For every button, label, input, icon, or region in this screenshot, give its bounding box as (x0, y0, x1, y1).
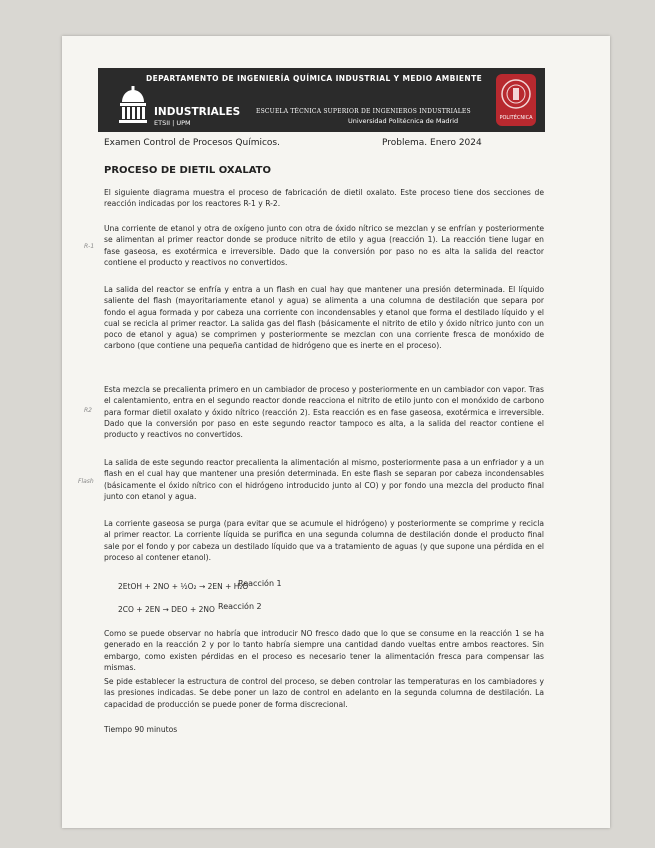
margin-note-flash: Flash (78, 478, 94, 485)
paragraph-purge: La corriente gaseosa se purga (para evitar que se acumule el hidrógeno) y posteriormente se comprime y recicla al primer reactor. La corriente líquida se purifica en una segunda columna de destilación donde el producto final sale por el fondo y por cabeza un destilado líquido que va a tratamiento de aguas (y que supone una pérdida en el proceso al contener etanol). (104, 519, 544, 562)
equation-1: 2EtOH + 2NO + ½O₂ → 2EN + H₂O (118, 582, 249, 591)
seal-text: POLITÉCNICA (499, 115, 533, 121)
equation-1-label: Reacción 1 (238, 579, 282, 588)
paragraph-intro: El siguiente diagrama muestra el proceso de fabricación de dietil oxalato. Este proceso tiene dos secciones de reacción indicadas por los reactores R-1 y R-2. (104, 188, 544, 209)
course-name: Examen Control de Procesos Químicos. (104, 138, 280, 148)
paragraph-reactor-1: Una corriente de etanol y otra de oxígeno junto con otra de óxido nítrico se mezclan y se enfrían y posteriormente se alimentan al primer reactor donde se produce nitrito de etilo y agua (reacción 1). La reacción tiene lugar en fase gaseosa, es exotérmica e irreversible. Dado que la conversión por paso no es alta la salida del reactor contiene el producto y reactivos no convertidos. (104, 224, 544, 267)
university-name: Universidad Politécnica de Madrid (348, 117, 459, 125)
logo-subtitle: ETSII | UPM (154, 119, 191, 127)
problem-date: Problema. Enero 2024 (382, 138, 482, 148)
margin-note-r1: R-1 (84, 243, 95, 250)
paragraph-no-feed: Como se puede observar no habría que introducir NO fresco dado que lo que se consume en la reacción 1 se ha generado en la reacción 2 y por lo tanto habría siempre una cantidad dando vueltas entre ambos reactores. Sin embargo, como existen pérdidas en el proceso es necesario tener la alimentación fresca para compensar las mismas. (104, 629, 544, 672)
paragraph-flash-2: La salida de este segundo reactor precalienta la alimentación al mismo, posteriormente pasa a un enfriador y a un flash en el cual hay que mantener una presión determinada. En este flash se separan por cabeza incondensables (básicamente el óxido nítrico con el hidrógeno introducido junto al CO) y por fondo una mezcla del producto final junto con etanol y agua. (104, 458, 544, 501)
paragraph-reactor-2: Esta mezcla se precalienta primero en un cambiador de proceso y posteriormente en un cambiador con vapor. Tras el calentamiento, entra en el segundo reactor donde reacciona el nitrito de etilo junto con el monóxido de carbono para formar dietil oxalato y óxido nítrico (reacción 2). Esta reacción es en fase gaseosa, exotérmica e irreversible. Dado que la conversión por paso en este segundo reactor tampoco es alta, a la salida del reactor contiene el producto y reactivos no convertidos. (104, 385, 544, 440)
paragraph-task: Se pide establecer la estructura de control del proceso, se deben controlar las temperaturas en los cambiadores y las presiones indicadas. Se debe poner un lazo de control en adelanto en la segunda columna de destilación. La capacidad de producción se puede poner de forma discrecional. (104, 677, 544, 709)
upm-seal (496, 74, 536, 126)
logo-name: INDUSTRIALES (154, 106, 241, 118)
paragraph-flash-1: La salida del reactor se enfría y entra a un flash en cual hay que mantener una presión determinada. El líquido saliente del flash (mayoritariamente etanol y agua) se alimenta a una columna de destilación que separa por fondo el agua formada y por cabeza una corriente con incondensables y etanol que forma el destilado líquido y el cual se recicla al primer reactor. La salida gas del flash (básicamente el nitrito de etilo y óxido nítrico junto con un poco de etanol y agua) se comprimen y posteriormente se mezclan con una corriente fresca de monóxido de carbono (que contiene una pequeña cantidad de hidrógeno que es inerte en el proceso). (104, 285, 544, 351)
page-title: PROCESO DE DIETIL OXALATO (104, 165, 271, 176)
header-banner (98, 68, 545, 132)
equation-2-label: Reacción 2 (218, 602, 262, 611)
equation-2: 2CO + 2EN → DEO + 2NO (118, 605, 215, 614)
industriales-logo (116, 86, 241, 130)
building-icon (116, 86, 150, 126)
time-limit: Tiempo 90 minutos (104, 725, 178, 734)
school-name: ESCUELA TÉCNICA SUPERIOR DE INGENIEROS INDUSTRIALES (256, 108, 471, 115)
seal-emblem-icon (496, 74, 536, 114)
department-title: DEPARTAMENTO DE INGENIERÍA QUÍMICA INDUSTRIAL Y MEDIO AMBIENTE (146, 74, 483, 83)
margin-note-r2: R2 (84, 407, 92, 414)
